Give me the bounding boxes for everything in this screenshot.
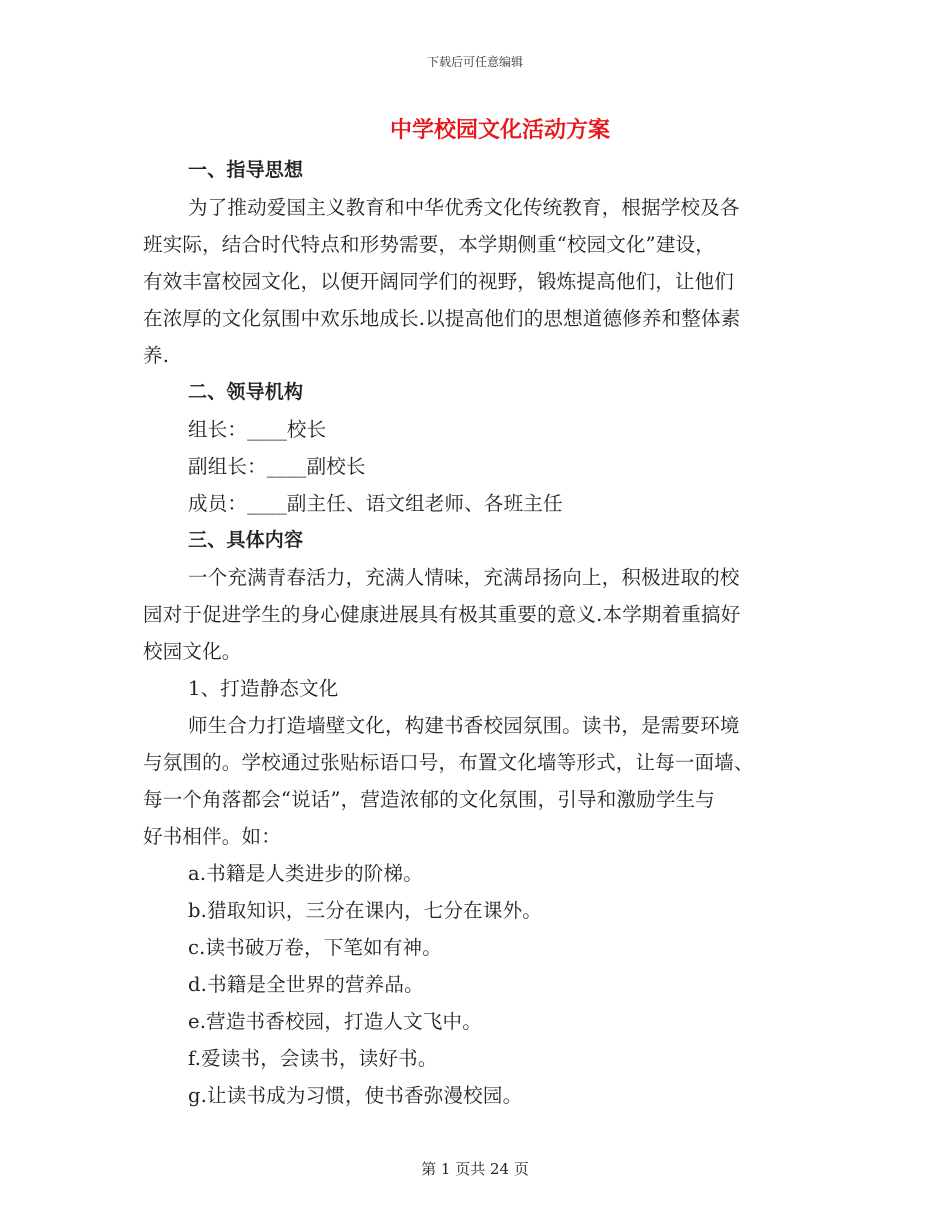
section-heading: 二、领导机构 [188,381,304,403]
page-footer: 第 1 页共 24 页 [421,1160,529,1178]
paragraph-line: 养. [143,344,170,367]
paragraph-line: c.读书破万卷，下笔如有神。 [188,936,442,959]
paragraph-line: 为了推动爱国主义教育和中华优秀文化传统教育，根据学校及各 [188,196,740,219]
paragraph-line: d.书籍是全世界的营养品。 [188,973,424,996]
section-heading: 三、具体内容 [188,529,304,551]
paragraph-line: b.猎取知识，三分在课内，七分在课外。 [188,899,542,922]
paragraph-line: 班实际，结合时代特点和形势需要，本学期侧重“校园文化”建设， [143,233,715,256]
paragraph-line: f.爱读书，会读书，读好书。 [188,1047,438,1070]
paragraph-line: 每一个角落都会“说话”，营造浓郁的文化氛围，引导和激励学生与 [143,788,715,811]
paragraph-line: 与氛围的。学校通过张贴标语口号，布置文化墙等形式，让每一面墙、 [143,751,754,774]
paragraph-line: 一个充满青春活力，充满人情味，充满昂扬向上，积极进取的校 [188,566,740,589]
paragraph-line: 园对于促进学生的身心健康进展具有极其重要的意义.本学期着重搞好 [143,603,741,626]
section-heading: 一、指导思想 [188,159,304,181]
document-body [143,152,808,1114]
document-title: 中学校园文化活动方案 [389,118,610,143]
paragraph-line: 好书相伴。如： [143,825,281,848]
paragraph-line: 师生合力打造墙壁文化，构建书香校园氛围。读书，是需要环境 [188,714,740,737]
paragraph-line: g.让读书成为习惯，使书香弥漫校园。 [188,1084,523,1107]
paragraph-line: 校园文化。 [143,640,242,663]
header-note: 下载后可任意编辑 [426,55,523,69]
paragraph-line: a.书籍是人类进步的阶梯。 [188,862,423,885]
paragraph-line: 成员：____副主任、语文组老师、各班主任 [188,492,563,515]
paragraph-line: 在浓厚的文化氛围中欢乐地成长.以提高他们的思想道德修养和整体素 [143,307,741,330]
paragraph-line: 副组长：____副校长 [188,455,366,478]
paragraph-line: e.营造书香校园，打造人文飞中。 [188,1010,482,1033]
paragraph-line: 组长：____校长 [188,418,327,441]
paragraph-line: 有效丰富校园文化，以便开阔同学们的视野，锻炼提高他们，让他们 [143,270,735,293]
paragraph-line: 1、打造静态文化 [188,677,339,700]
